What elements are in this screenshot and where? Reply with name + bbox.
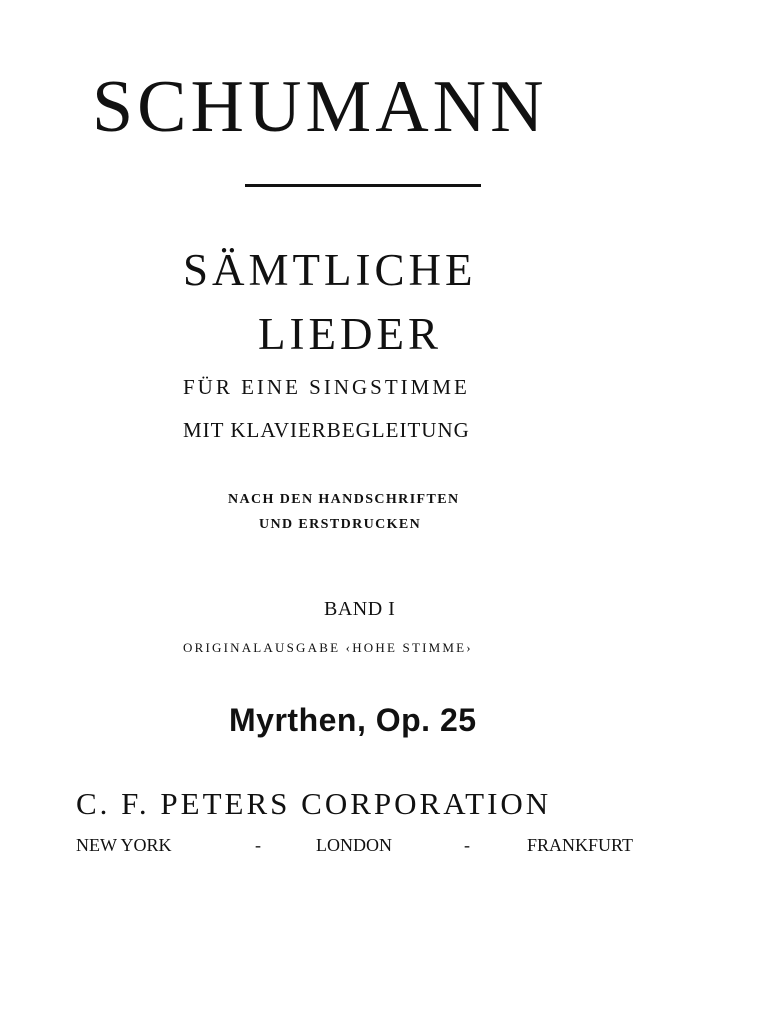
source-line-2: UND ERSTDRUCKEN: [259, 517, 422, 532]
title-divider: [245, 184, 481, 187]
city-separator-2: -: [464, 835, 470, 855]
subtitle-line-2: MIT KLAVIERBEGLEITUNG: [183, 418, 470, 442]
title-line-2: LIEDER: [258, 309, 442, 359]
subtitle-line-1: FÜR EINE SINGSTIMME: [183, 375, 470, 399]
city-frankfurt: FRANKFURT: [527, 835, 633, 855]
work-title: Myrthen, Op. 25: [229, 702, 477, 738]
edition-label: ORIGINALAUSGABE ‹HOHE STIMME›: [183, 640, 473, 655]
publisher-cities: [76, 835, 650, 857]
city-new-york: NEW YORK: [76, 835, 172, 855]
city-separator-1: -: [255, 835, 261, 855]
composer-name: SCHUMANN: [92, 66, 548, 148]
volume-label: BAND I: [324, 598, 396, 620]
publisher-name: C. F. PETERS CORPORATION: [76, 786, 552, 821]
title-line-1: SÄMTLICHE: [183, 245, 477, 295]
source-line-1: NACH DEN HANDSCHRIFTEN: [228, 492, 460, 507]
city-london: LONDON: [316, 835, 392, 855]
